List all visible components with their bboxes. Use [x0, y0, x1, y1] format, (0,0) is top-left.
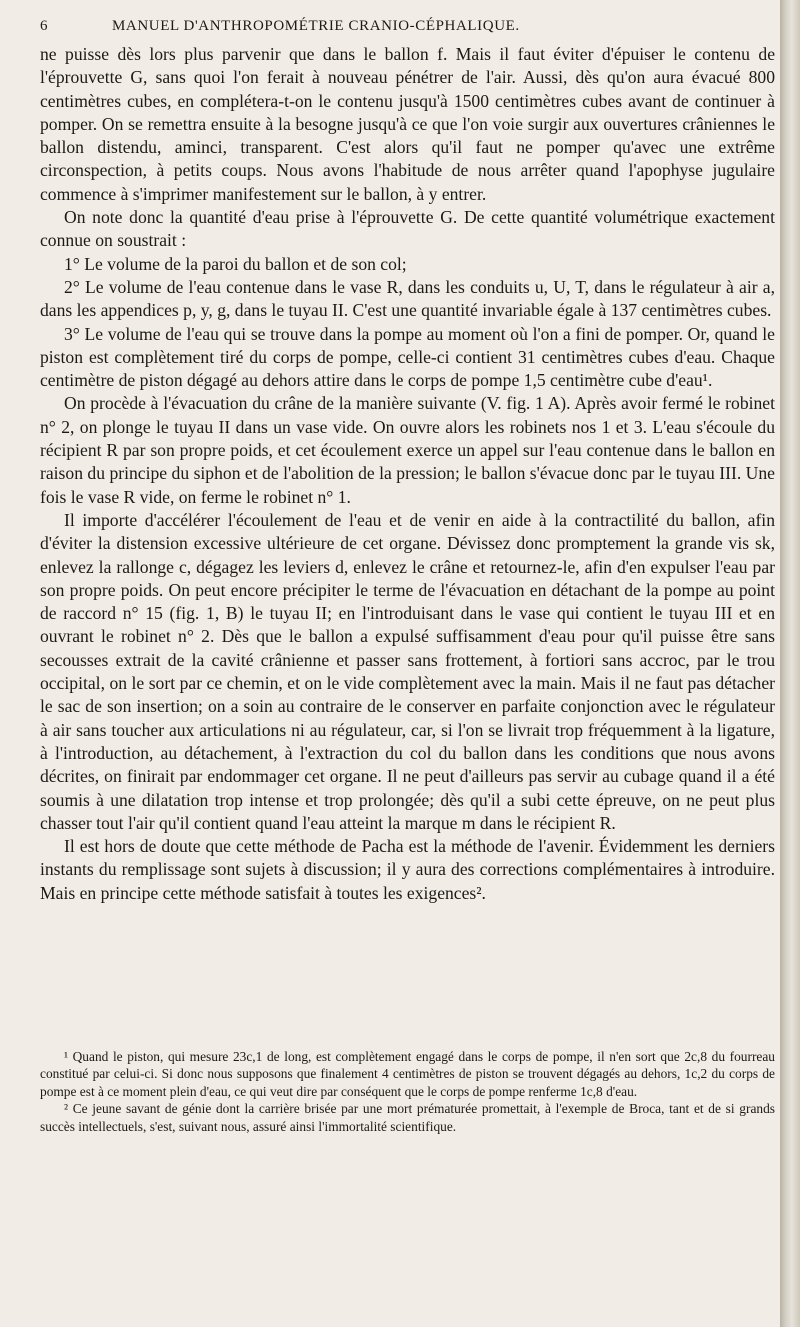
paragraph: On note donc la quantité d'eau prise à l'éprouvette G. De cette quantité volumétrique exactement connue on soustrait : [40, 207, 775, 251]
page-edge [780, 0, 800, 1327]
running-title: MANUEL D'ANTHROPOMÉTRIE CRANIO-CÉPHALIQUE. [112, 18, 520, 34]
body-text [40, 43, 775, 905]
paragraph: Il est hors de doute que cette méthode de Pacha est la méthode de l'avenir. Évidemment les derniers instants du remplissage sont sujets à discussion; il y aura des corrections complémentaires à introduire. Mais en principe cette méthode satisfait à toutes les exigences². [40, 836, 775, 903]
paragraph: On procède à l'évacuation du crâne de la manière suivante (V. fig. 1 A). Après avoir fermé le robinet n° 2, on plonge le tuyau II dans un vase vide. On ouvre alors les robinets nos 1 et 3. L'eau s'écoule du récipient R par son propre poids, et cet écoulement exerce un appel sur l'eau contenue dans le ballon en raison du principe du siphon et de l'abolition de la pression; le ballon s'évacue donc par le tuyau III. Une fois le vase R vide, on ferme le robinet n° 1. [40, 393, 775, 507]
footnotes [40, 1048, 775, 1135]
list-item: 3° Le volume de l'eau qui se trouve dans la pompe au moment où l'on a fini de pomper. Or, quand le piston est complètement tiré du corps de pompe, celle-ci contient 31 centimètres cubes d'eau. Chaque centimètre de piston dégagé au dehors attire dans le corps de pompe 1,5 centimètre cube d'eau¹. [40, 323, 775, 391]
paragraph: Il importe d'accélérer l'écoulement de l'eau et de venir en aide à la contractilité du ballon, afin d'éviter la distension excessive ultérieure de cet organe. Dévissez donc promptement la grande vis sk, enlevez la rallonge c, dégagez les leviers d, enlevez le crâne et retournez-le, afin d'en expulser l'eau par son propre poids. On peut encore précipiter le terme de l'évacuation en détachant de la pompe au point de raccord n° 15 (fig. 1, B) le tuyau II; en l'introduisant dans le vase qui contient le tuyau III et en ouvrant le robinet n° 2. Dès que le ballon a expulsé suffisamment d'eau pour qu'il puisse être sans secousses extrait de la cavité crânienne et passer sans frottement, à fortiori sans accroc, par le trou occipital, on le sort par ce chemin, et on le vide complètement avec la main. Mais il ne faut pas détacher le sac de son insertion; on a soin au contraire de le conserver en parfaite conjonction avec le régulateur à air sans toucher aux articulations ni au régulateur, car, si l'on se livrait trop fréquemment à la ligature, à l'introduction, au détachement, à l'extraction du col du ballon dans les conditions que nous avons décrites, on finirait par endommager cet organe. Il ne peut d'ailleurs pas servir au cubage quand il a été soumis à une dilatation trop intense et trop prolongée; dès qu'il a subi cette épreuve, on ne peut plus chasser tout l'air qu'il contient quand l'eau atteint la marque m dans le récipient R. [40, 509, 775, 833]
list-item: 2° Le volume de l'eau contenue dans le vase R, dans les conduits u, U, T, dans le régulateur à air a, dans les appendices p, y, g, dans le tuyau II. C'est une quantité invariable égale à 137 centimètres cubes. [40, 276, 775, 321]
running-head [40, 18, 780, 42]
list-item: 1° Le volume de la paroi du ballon et de son col; [64, 253, 407, 274]
footnote: ¹ Quand le piston, qui mesure 23c,1 de long, est complètement engagé dans le corps de pompe, il n'en sort que 2c,8 du fourreau constitué par celui-ci. Si donc nous supposons que finalement 4 centimètres de piston se trouvent dégagés au dehors, 1c,2 du corps de pompe est à ce moment plein d'eau, ce qui veut dire par conséquent que le corps de pompe renferme 1c,8 d'eau. [40, 1049, 775, 1099]
paragraph: ne puisse dès lors plus parvenir que dans le ballon f. Mais il faut éviter d'épuiser le contenu de l'éprouvette G, sans quoi l'on ferait à nouveau pénétrer de l'air. Aussi, dès qu'on aura évacué 800 centimètres cubes, en complétera-t-on le contenu jusqu'à 1500 centimètres cubes avant de continuer à pomper. On se remettra ensuite à la besogne jusqu'à ce que l'on voie surgir aux ouvertures crâniennes le ballon distendu, aminci, transparent. C'est alors qu'il faut ne pomper qu'avec une extrême circonspection, à petits coups. Nous avons l'habitude de nous arrêter quand l'apophyse jugulaire commence à s'imprimer manifestement sur le ballon, à y entrer. [40, 44, 775, 204]
page-number: 6 [40, 18, 48, 34]
footnote: ² Ce jeune savant de génie dont la carrière brisée par une mort prématurée promettait, à l'exemple de Broca, tant et de si grands succès intellectuels, s'est, suivant nous, assuré ainsi l'immortalité scientifique. [40, 1101, 775, 1134]
